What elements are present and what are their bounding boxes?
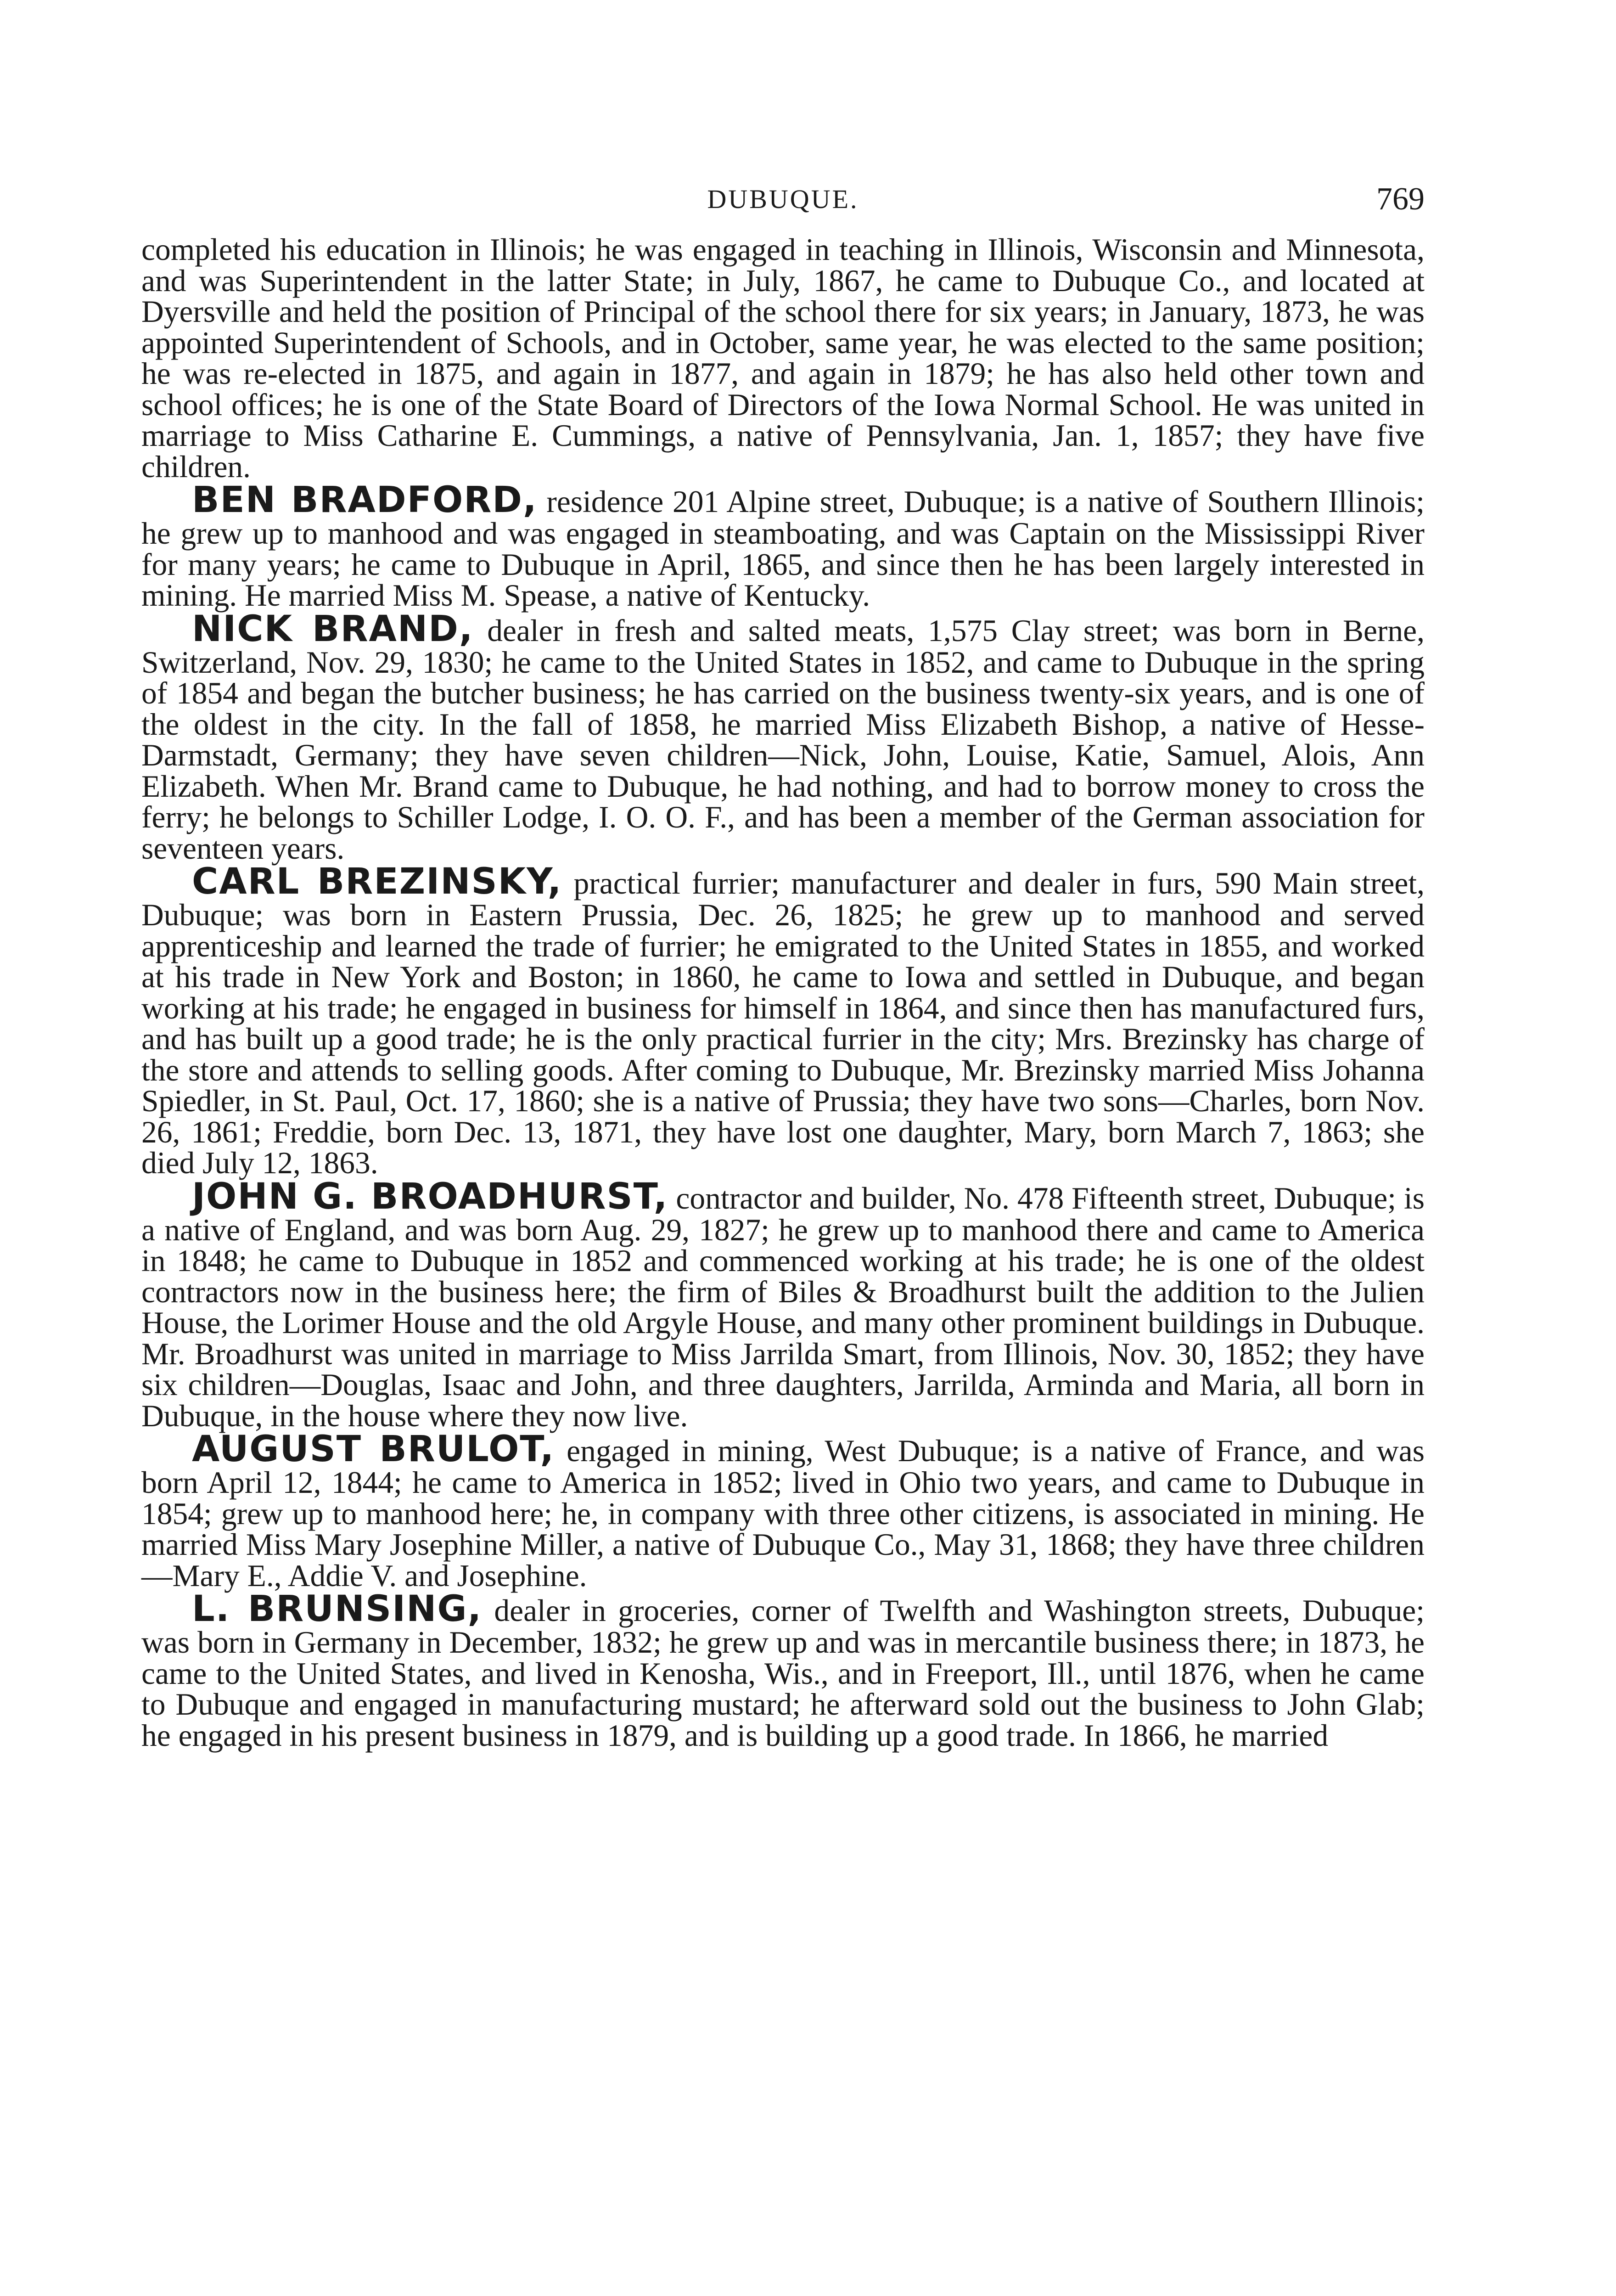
running-title: DUBUQUE. [707, 184, 859, 214]
biography-entry [141, 479, 1425, 613]
biography-entry [141, 1431, 1425, 1591]
page-number: 769 [1376, 181, 1425, 217]
biography-entry [141, 1176, 1425, 1433]
entry-name: L. BRUNSING, [192, 1588, 483, 1630]
biography-entry [141, 1588, 1425, 1753]
entry-name: BEN BRADFORD, [192, 479, 538, 521]
running-head [141, 181, 1425, 234]
entry-name: NICK BRAND, [192, 608, 474, 650]
biography-entry [141, 861, 1425, 1180]
entry-text: contractor and builder, No. 478 Fifteenth street, Dubuque; is a native of England, and was born Aug. 29, 1827; he grew up to manhood there and came to America in 1848; he came to Dubuque in 1852 and commenced working at his trade; he is one of the oldest contractors now in the business here; the firm of Biles & Broadhurst built the addition to the Julien House, the Lorimer House and the old Argyle House, and many other prominent buildings in Dubuque. Mr. Broadhurst was united in marriage to Miss Jarrilda Smart, from Illinois, Nov. 30, 1852; they have six children—Douglas, Isaac and John, and three daughters, Jarrilda, Arminda and Maria, all born in Dubuque, in the house where they now live. [141, 1181, 1425, 1433]
entry-text: practical furrier; manufacturer and dealer in furs, 590 Main street, Dubuque; was born in Eastern Prussia, Dec. 26, 1825; he grew up to manhood and served apprenticeship and learned the trade of furrier; he emigrated to the United States in 1855, and worked at his trade in New York and Boston; in 1860, he came to Iowa and settled in Dubuque, and began working at his trade; he engaged in business for himself in 1864, and since then has manufactured furs, and has built up a good trade; he is the only practical furrier in the city; Mrs. Brezinsky has charge of the store and attends to selling goods. After coming to Dubuque, Mr. Brezinsky married Miss Johanna Spiedler, in St. Paul, Oct. 17, 1860; she is a native of Prussia; they have two sons—Charles, born Nov. 26, 1861; Freddie, born Dec. 13, 1871, they have lost one daughter, Mary, born March 7, 1863; she died July 12, 1863. [141, 866, 1425, 1180]
book-page [141, 181, 1425, 1753]
entry-text: dealer in groceries, corner of Twelfth and Washington streets, Dubuque; was born in Germany in December, 1832; he grew up and was in mercantile business there; in 1873, he came to the United States, and lived in Kenosha, Wis., and in Freeport, Ill., until 1876, when he came to Dubuque and engaged in manufacturing mustard; he afterward sold out the business to John Glab; he engaged in his present business in 1879, and is building up a good trade. In 1866, he married [141, 1593, 1425, 1753]
entry-name: AUGUST BRULOT, [192, 1429, 555, 1470]
biography-entry [141, 608, 1425, 866]
entry-name: JOHN G. BROADHURST, [192, 1176, 668, 1217]
entry-name: CARL BREZINSKY, [192, 861, 562, 902]
entry-text: dealer in fresh and salted meats, 1,575 Clay street; was born in Berne, Switzerland, Nov. 29, 1830; he came to the United States in 1852, and came to Dubuque in the spring of 1854 and began the butcher business; he has carried on the business twenty-six years, and is one of the oldest in the city. In the fall of 1858, he married Miss Elizabeth Bishop, a native of Hesse-Darmstadt, Germany; they have seven children—Nick, John, Louise, Katie, Samuel, Alois, Ann Elizabeth. When Mr. Brand came to Dubuque, he had nothing, and had to borrow money to cross the ferry; he belongs to Schiller Lodge, I. O. O. F., and has been a member of the German association for seventeen years. [141, 613, 1425, 866]
entry-text: residence 201 Alpine street, Dubuque; is a native of Southern Illinois; he grew up to manhood and was engaged in steamboating, and was Captain on the Mississippi River for many years; he came to Dubuque in April, 1865, and since then he has been largely interested in mining. He married Miss M. Spease, a native of Kentucky. [141, 484, 1425, 613]
continuation-paragraph: completed his education in Illinois; he was engaged in teaching in Illinois, Wisconsin and Minnesota, and was Superintendent in the latter State; in July, 1867, he came to Dubuque Co., and located at Dyersville and held the position of Principal of the school there for six years; in January, 1873, he was appointed Superintendent of Schools, and in October, same year, he was elected to the same position; he was re-elected in 1875, and again in 1877, and again in 1879; he has also held other town and school offices; he is one of the State Board of Directors of the Iowa Normal School. He was united in marriage to Miss Catharine E. Cummings, a native of Pennsylvania, Jan. 1, 1857; they have five children. [141, 232, 1425, 484]
entry-text: engaged in mining, West Dubuque; is a native of France, and was born April 12, 1844; he came to America in 1852; lived in Ohio two years, and came to Dubuque in 1854; grew up to manhood here; he, in company with three other citizens, is associated in mining. He married Miss Mary Josephine Miller, a native of Dubuque Co., May 31, 1868; they have three children—Mary E., Addie V. and Josephine. [141, 1434, 1425, 1593]
